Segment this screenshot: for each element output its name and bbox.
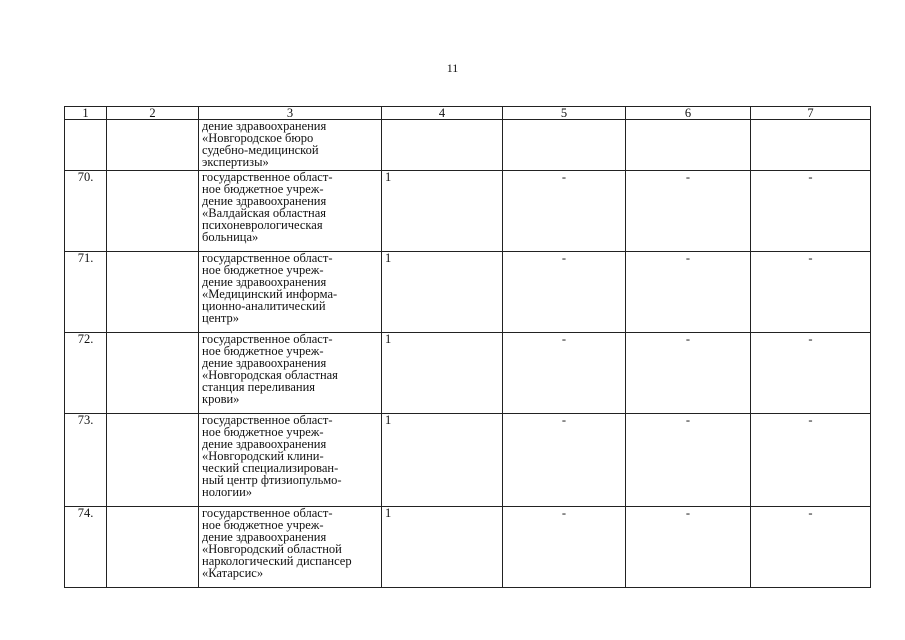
cell-number (65, 120, 107, 171)
column-header: 5 (503, 107, 626, 120)
column-header: 1 (65, 107, 107, 120)
page-number: 11 (446, 61, 459, 75)
cell-quantity: 1 (382, 171, 503, 252)
cell-quantity: 1 (382, 252, 503, 333)
cell-institution-name: дение здравоохранения «Новгородское бюро судебно-медицинской экспертизы» (199, 120, 382, 171)
column-header: 3 (199, 107, 382, 120)
cell-empty (503, 120, 626, 171)
cell-empty (626, 120, 751, 171)
table-row (65, 414, 871, 507)
cell-institution-name: государственное област- ное бюджетное учреж- дение здравоохранения «Медицинский информа- ционно-аналитический центр» (199, 252, 382, 333)
column-header: 7 (751, 107, 871, 120)
cell-number: 73. (65, 414, 107, 507)
column-header: 6 (626, 107, 751, 120)
cell-empty (751, 120, 871, 171)
cell-col5: - (503, 171, 626, 252)
cell-institution-name: государственное област- ное бюджетное учреж- дение здравоохранения «Новгородский клини- ческий специализирован- ный центр фтизиопульмо- нологии» (199, 414, 382, 507)
cell-quantity: 1 (382, 507, 503, 588)
table-row (65, 333, 871, 414)
cell-col7: - (751, 414, 871, 507)
cell-col6: - (626, 252, 751, 333)
cell-empty (107, 414, 199, 507)
cell-col7: - (751, 507, 871, 588)
cell-number: 70. (65, 171, 107, 252)
cell-col5: - (503, 507, 626, 588)
cell-institution-name: государственное област- ное бюджетное учреж- дение здравоохранения «Новгородский областной наркологический диспансер «Катарсис» (199, 507, 382, 588)
cell-empty (107, 333, 199, 414)
column-header: 4 (382, 107, 503, 120)
table-row (65, 171, 871, 252)
cell-col5: - (503, 333, 626, 414)
cell-empty (107, 252, 199, 333)
cell-empty (107, 120, 199, 171)
cell-col6: - (626, 507, 751, 588)
table-row (65, 252, 871, 333)
cell-number: 74. (65, 507, 107, 588)
table-row-continuation (65, 120, 871, 171)
cell-institution-name: государственное област- ное бюджетное учреж- дение здравоохранения «Новгородская областная станция переливания крови» (199, 333, 382, 414)
cell-quantity: 1 (382, 414, 503, 507)
cell-col6: - (626, 414, 751, 507)
cell-col6: - (626, 333, 751, 414)
cell-empty (107, 507, 199, 588)
cell-col5: - (503, 414, 626, 507)
cell-col5: - (503, 252, 626, 333)
cell-quantity: 1 (382, 333, 503, 414)
cell-number: 71. (65, 252, 107, 333)
document-table (64, 106, 871, 588)
cell-col6: - (626, 171, 751, 252)
cell-col7: - (751, 333, 871, 414)
table-row (65, 507, 871, 588)
column-header: 2 (107, 107, 199, 120)
cell-empty (107, 171, 199, 252)
cell-institution-name: государственное област- ное бюджетное учреж- дение здравоохранения «Валдайская областная психоневрологическая больница» (199, 171, 382, 252)
cell-number: 72. (65, 333, 107, 414)
cell-col7: - (751, 171, 871, 252)
cell-empty (382, 120, 503, 171)
cell-col7: - (751, 252, 871, 333)
header-row (65, 107, 871, 120)
